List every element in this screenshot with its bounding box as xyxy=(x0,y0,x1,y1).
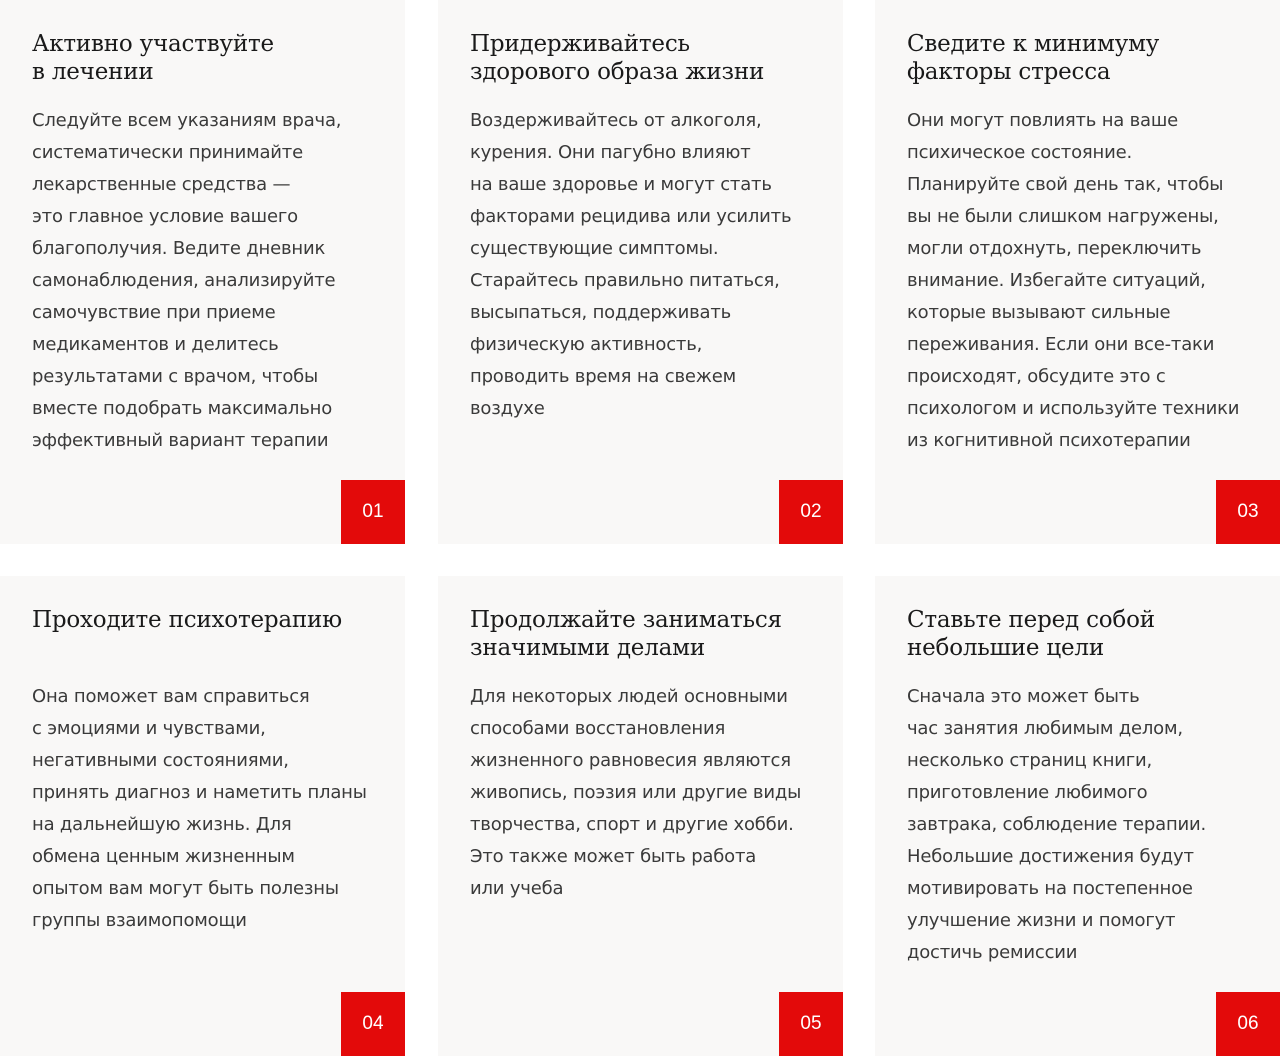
tip-card-3 xyxy=(875,0,1280,544)
tip-card-text: Воздерживайтесь от алкоголя, курения. Они пагубно влияют на ваше здоровье и могут стать факторами рецидива или усилить существующие симптомы. Старайтесь правильно питаться, высыпаться, поддерживать физическую активность, проводить время на свежем воздухе xyxy=(470,110,792,419)
tip-card-2 xyxy=(438,0,843,544)
tip-card-text: Они могут повлиять на ваше психическое состояние. Планируйте свой день так, чтобы вы не были слишком нагружены, могли отдохнуть, переключить внимание. Избегайте ситуаций, которые вызывают сильные переживания. Если они все-таки происходят, обсудите это с психологом и используйте техники из когнитивной психотерапии xyxy=(907,110,1240,451)
tip-card-text: Следуйте всем указаниям врача, систематически принимайте лекарственные средства — это главное условие вашего благополучия. Ведите дневник самонаблюдения, анализируйте самочувствие при приеме медикаментов и делитесь результатами с врачом, чтобы вместе подобрать максимально эффективный вариант терапии xyxy=(32,110,342,451)
tip-card-5 xyxy=(438,576,843,1056)
tip-card-title: Придерживайтесь здорового образа жизни xyxy=(470,31,765,85)
tip-card-number-badge: 05 xyxy=(779,992,843,1056)
tip-card-title: Проходите психотерапию xyxy=(32,607,342,633)
tip-card-number-badge: 03 xyxy=(1216,480,1280,544)
tip-card-6 xyxy=(875,576,1280,1056)
tip-card-number-badge: 04 xyxy=(341,992,405,1056)
tip-card-4 xyxy=(0,576,405,1056)
tip-card-1 xyxy=(0,0,405,544)
tip-card-number-badge: 06 xyxy=(1216,992,1280,1056)
tip-card-text: Для некоторых людей основными способами восстановления жизненного равновесия являются живопись, поэзия или другие виды творчества, спорт и другие хобби. Это также может быть работа или учеба xyxy=(470,686,802,899)
tip-card-number-badge: 02 xyxy=(779,480,843,544)
tip-card-number-badge: 01 xyxy=(341,480,405,544)
tip-card-title: Ставьте перед собой небольшие цели xyxy=(907,607,1155,661)
tip-card-text: Она поможет вам справиться с эмоциями и чувствами, негативными состояниями, принять диагноз и наметить планы на дальнейшую жизнь. Для обмена ценным жизненным опытом вам могут быть полезны группы взаимопомощи xyxy=(32,686,367,931)
tip-card-title: Активно участвуйте в лечении xyxy=(32,31,274,85)
tip-card-title: Сведите к минимуму факторы стресса xyxy=(907,31,1160,85)
tip-card-text: Сначала это может быть час занятия любимым делом, несколько страниц книги, приготовление любимого завтрака, соблюдение терапии. Небольшие достижения будут мотивировать на постепенное улучшение жизни и помогут достичь ремиссии xyxy=(907,686,1207,963)
tip-card-title: Продолжайте заниматься значимыми делами xyxy=(470,607,782,661)
